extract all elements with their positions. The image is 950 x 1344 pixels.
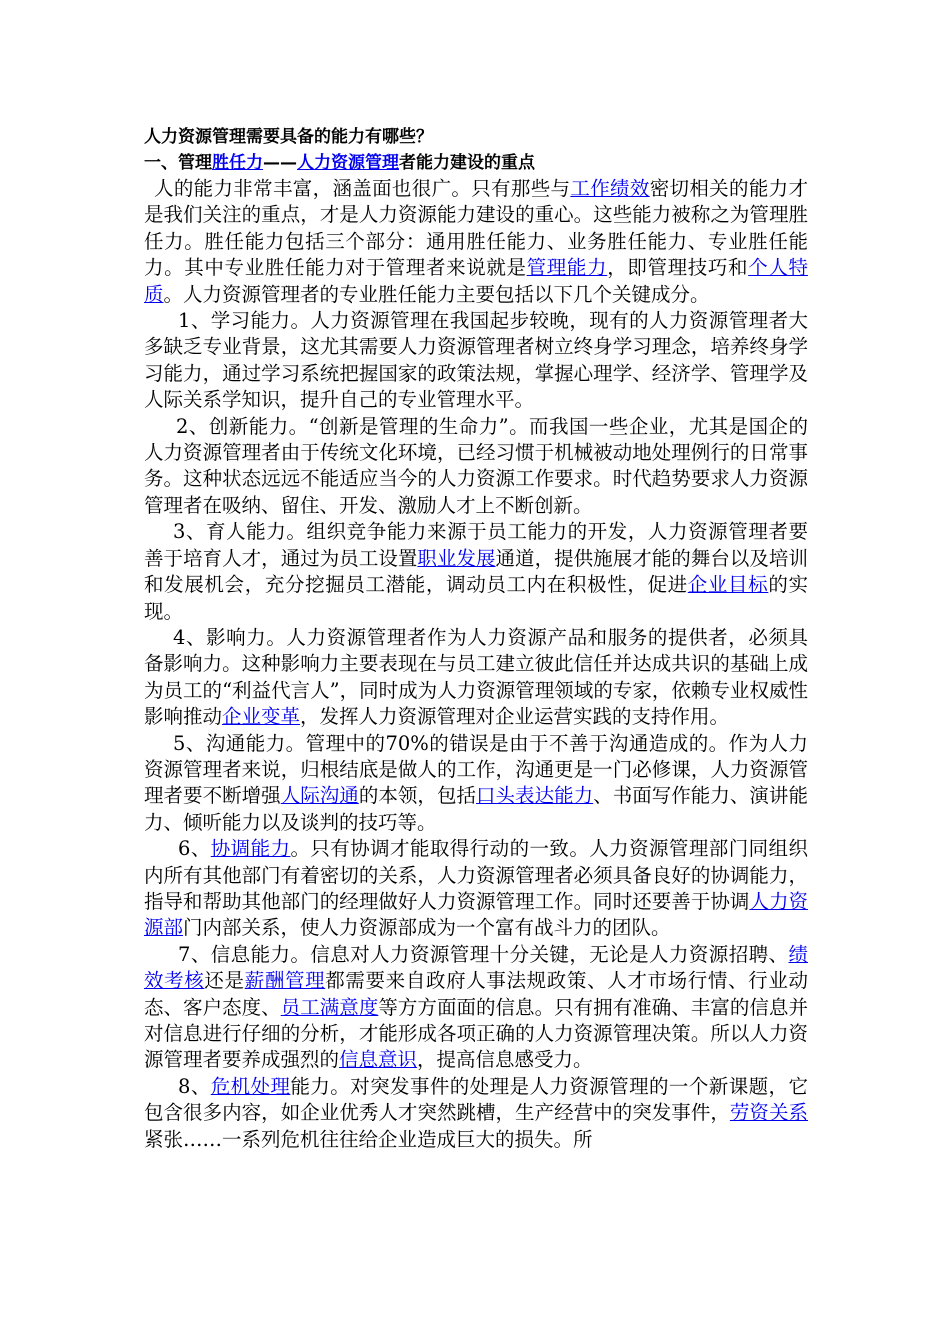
document-page bbox=[144, 124, 808, 1153]
paragraph-text: 等方方面面的信息。只有拥有准确、丰富的信息并对信息进行仔细的分析，才能形成各项正确的人力资源管理决策。所以人力资源管理者要养成强烈的 bbox=[144, 995, 808, 1072]
link-crisis-handling[interactable]: 危机处理 bbox=[210, 1074, 291, 1098]
link-information-awareness[interactable]: 信息意识 bbox=[339, 1048, 418, 1072]
paragraph-text: 5、沟通能力。管理中的70%的错误是由于不善于沟通造成的。作为人力资源管理者来说，归根结底是做人的工作，沟通更是一门必修课，人力资源管理者要不断增强 bbox=[144, 731, 808, 808]
paragraph-text: 4、影响力。人力资源管理者作为人力资源产品和服务的提供者，必须具备影响力。这种影响力主要表现在与员工建立彼此信任并达成共识的基础上成为员工的“利益代言人”，同时成为人力资源管理领域的专家，依赖专业权威性影响推动 bbox=[144, 625, 808, 729]
link-enterprise-change[interactable]: 企业变革 bbox=[222, 705, 301, 729]
link-career-development[interactable]: 职业发展 bbox=[417, 546, 496, 570]
paragraph-learning bbox=[144, 308, 808, 414]
link-performance-appraisal[interactable]: 绩效考核 bbox=[144, 942, 808, 993]
link-hr-management[interactable]: 人力资源管理 bbox=[297, 153, 399, 173]
section-heading-text: —— bbox=[263, 153, 297, 173]
link-compensation-management[interactable]: 薪酬管理 bbox=[244, 969, 326, 993]
intro-paragraph bbox=[144, 176, 808, 308]
paragraph-text: 8、 bbox=[178, 1074, 211, 1098]
paragraph-text: 通道，提供施展才能的舞台以及培训和发展机会，充分挖掘员工潜能，调动员工内在积极性，促进 bbox=[144, 546, 808, 597]
paragraph-text: 的本领，包括 bbox=[358, 784, 476, 808]
link-management-ability[interactable]: 管理能力 bbox=[526, 256, 608, 280]
paragraph-information bbox=[144, 942, 808, 1074]
paragraph-text: 。只有协调才能取得行动的一致。人力资源管理部门同组织内所有其他部门有着密切的关系，人力资源管理者必须具备良好的协调能力，指导和帮助其他部门的经理做好人力资源管理工作。同时还要善于协调 bbox=[144, 837, 808, 913]
paragraph-text: 人的能力非常丰富，涵盖面也很广。只有那些与 bbox=[154, 177, 571, 200]
paragraph-text: 的实现。 bbox=[144, 573, 808, 623]
link-employee-satisfaction[interactable]: 员工满意度 bbox=[280, 995, 379, 1019]
paragraph-text: ，发挥人力资源管理对企业运营实践的支持作用。 bbox=[300, 705, 730, 729]
paragraph-innovation bbox=[144, 414, 808, 520]
paragraph-text: 7、信息能力。信息对人力资源管理十分关键，无论是人力资源招聘、 bbox=[178, 942, 789, 966]
paragraph-communication bbox=[144, 731, 808, 837]
link-coordination-ability[interactable]: 协调能力 bbox=[210, 837, 291, 861]
paragraph-text: ，即管理技巧和 bbox=[607, 256, 749, 280]
paragraph-text: ，提高信息感受力。 bbox=[417, 1048, 593, 1072]
link-work-performance[interactable]: 工作绩效 bbox=[570, 177, 650, 200]
section-heading bbox=[144, 150, 808, 176]
paragraph-text: 还是 bbox=[204, 969, 245, 993]
link-competency[interactable]: 胜任力 bbox=[212, 153, 263, 173]
paragraph-text: 密切相关的能力才是我们关注的重点，才是人力资源能力建设的重心。这些能力被称之为管理胜任力。胜任能力包括三个部分：通用胜任能力、业务胜任能力、专业胜任能力。其中专业胜任能力对于管理者来说就是 bbox=[144, 177, 808, 280]
paragraph-text: 2、创新能力。“创新是管理的生命力”。而我国一些企业，尤其是国企的人力资源管理者由于传统文化环境，已经习惯于机械被动地处理例行的日常事务。这种状态远远不能适应当今的人力资源工作要求。时代趋势要求人力资源管理者在吸纳、留住、开发、激励人才上不断创新。 bbox=[144, 414, 808, 517]
paragraph-text: 3、育人能力。组织竞争能力来源于员工能力的开发，人力资源管理者要善于培育人才，通过为员工设置 bbox=[144, 520, 808, 570]
paragraph-text: 门内部关系，使人力资源部成为一个富有战斗力的团队。 bbox=[183, 916, 671, 940]
paragraph-text: 、书面写作能力、演讲能力、倾听能力以及谈判的技巧等。 bbox=[144, 784, 808, 834]
section-heading-text: 者能力建设的重点 bbox=[399, 153, 535, 173]
link-personal-traits[interactable]: 个人特质 bbox=[144, 256, 808, 306]
section-heading-text: 一、管理 bbox=[144, 153, 212, 173]
paragraph-coordination bbox=[144, 836, 808, 942]
link-interpersonal-communication[interactable]: 人际沟通 bbox=[280, 784, 359, 808]
link-labor-relations[interactable]: 劳资关系 bbox=[729, 1101, 808, 1125]
document-title: 人力资源管理需要具备的能力有哪些？ bbox=[144, 127, 433, 147]
paragraph-text: 紧张……一系列危机往往给企业造成巨大的损失。所 bbox=[144, 1127, 593, 1151]
paragraph-text: 1、学习能力。人力资源管理在我国起步较晚，现有的人力资源管理者大多缺乏专业背景，这尤其需要人力资源管理者树立终身学习理念，培养终身学习能力，通过学习系统把握国家的政策法规，掌握心理学、经济学、管理学及人际关系学知识，提升自己的专业管理水平。 bbox=[144, 309, 808, 412]
paragraph-text: 6、 bbox=[178, 837, 211, 861]
link-oral-expression[interactable]: 口头表达能力 bbox=[476, 784, 594, 808]
link-enterprise-goals[interactable]: 企业目标 bbox=[687, 573, 769, 597]
paragraph-text: 都需要来自政府人事法规政策、人才市场行情、行业动态、客户态度、 bbox=[144, 969, 808, 1019]
paragraph-influence bbox=[144, 625, 808, 731]
paragraph-cultivation bbox=[144, 519, 808, 625]
link-hr-department[interactable]: 人力资源部 bbox=[144, 889, 808, 940]
paragraph-text: 。人力资源管理者的专业胜任能力主要包括以下几个关键成分。 bbox=[163, 282, 710, 306]
paragraph-crisis bbox=[144, 1074, 808, 1153]
paragraph-text: 能力。对突发事件的处理是人力资源管理的一个新课题，它包含很多内容，如企业优秀人才突然跳槽，生产经营中的突发事件， bbox=[144, 1074, 808, 1125]
